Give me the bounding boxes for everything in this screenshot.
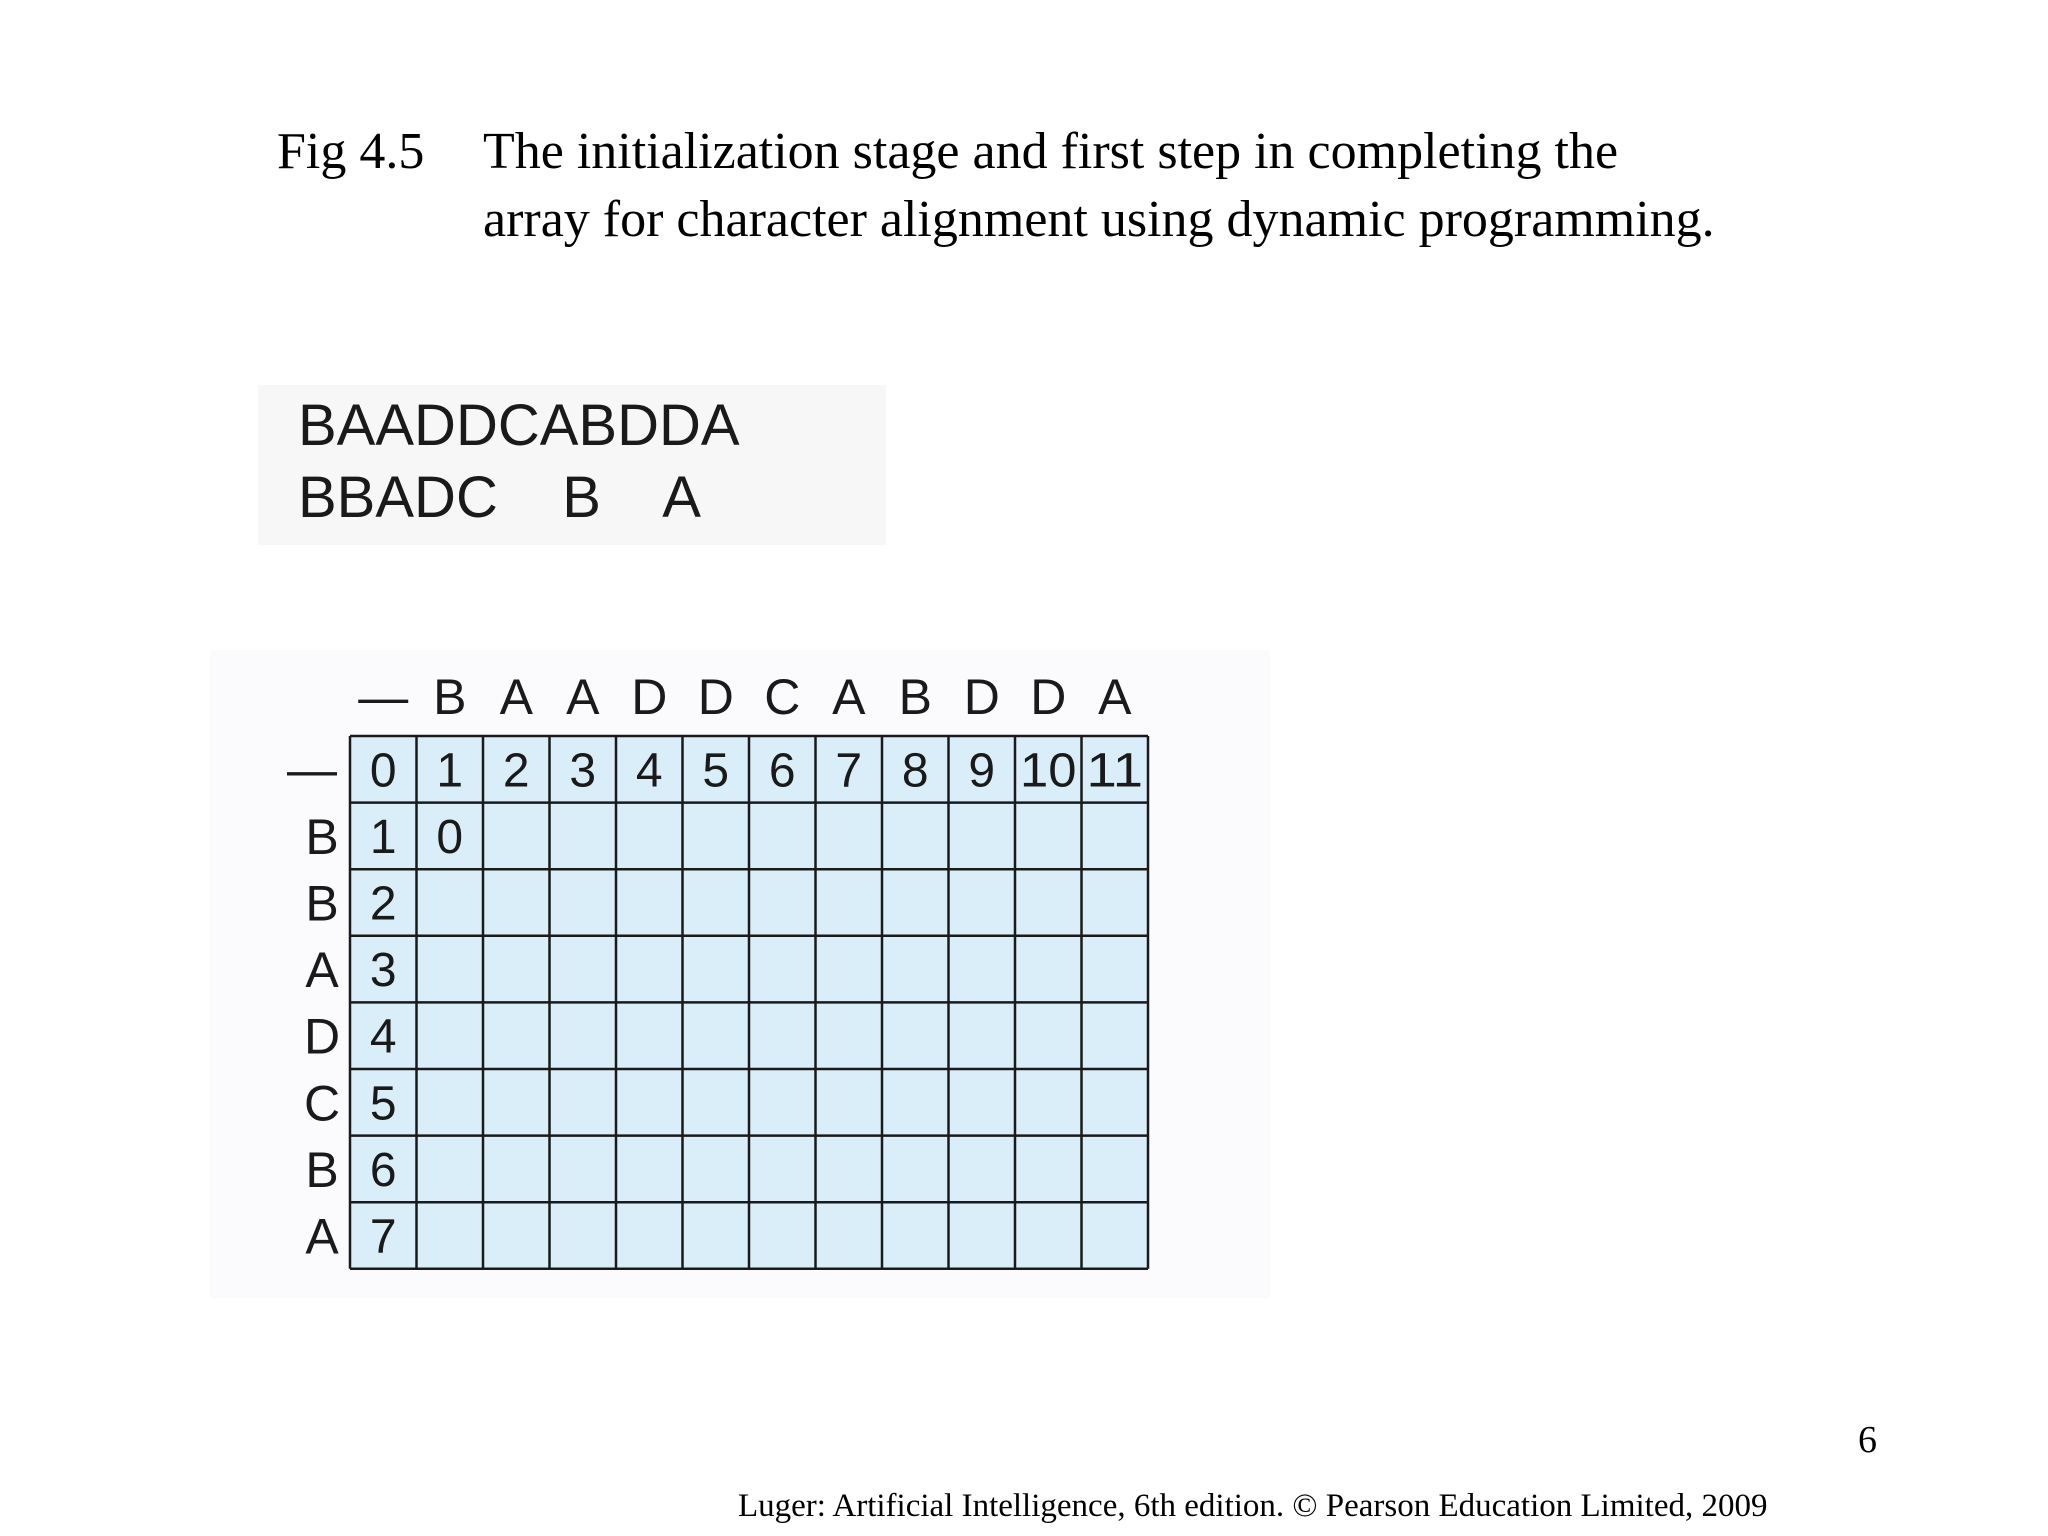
- matrix-col-header: B: [898, 669, 932, 725]
- caption-line-1: The initialization stage and first step in completing the: [483, 123, 1619, 180]
- matrix-cell-value: 7: [369, 1210, 397, 1264]
- matrix-col-header: A: [1098, 669, 1132, 725]
- matrix-cell-value: 10: [1020, 744, 1077, 798]
- matrix-col-corner: —: [358, 669, 409, 725]
- matrix-cell-value: 1: [369, 810, 397, 864]
- matrix-row-header: D: [303, 1008, 341, 1065]
- matrix-col-header: A: [832, 669, 866, 725]
- alignment-matrix-panel: [210, 650, 1270, 1298]
- matrix-cell-value: 0: [369, 744, 397, 798]
- alignment-sequence-1: BAADDCABDDA: [298, 393, 740, 458]
- matrix-col-header: D: [1030, 669, 1067, 725]
- matrix-col-header: A: [499, 669, 533, 725]
- matrix-cell-value: 8: [901, 744, 929, 798]
- matrix-col-header: D: [631, 669, 668, 725]
- matrix-cell-value: 3: [569, 744, 597, 798]
- matrix-cell-value: 6: [369, 1143, 397, 1197]
- matrix-cell-value: 7: [835, 744, 863, 798]
- footer-citation: Luger: Artificial Intelligence, 6th edition. © Pearson Education Limited, 2009: [738, 1488, 1768, 1524]
- matrix-row-header: A: [305, 1208, 339, 1265]
- matrix-cell-value: 2: [502, 744, 530, 798]
- matrix-row-header: B: [305, 1141, 339, 1198]
- figure-label: Fig 4.5: [277, 123, 425, 180]
- alignment-sequence-2: BBADC B A: [298, 465, 701, 530]
- alignment-matrix: [210, 650, 1270, 1298]
- matrix-row-header: B: [305, 875, 339, 932]
- matrix-cell-value: 1: [436, 744, 464, 798]
- matrix-cell-value: 0: [436, 810, 464, 864]
- caption-line-2: array for character alignment using dynamic programming.: [483, 191, 1715, 248]
- matrix-cell-value: 5: [702, 744, 730, 798]
- matrix-cell-value: 9: [968, 744, 996, 798]
- matrix-col-header: B: [433, 669, 467, 725]
- alignment-example: [258, 385, 886, 545]
- matrix-col-header: C: [764, 669, 801, 725]
- matrix-row-header: A: [305, 942, 339, 999]
- matrix-row-header: C: [303, 1075, 341, 1132]
- matrix-cell-value: 2: [369, 877, 397, 931]
- matrix-cell-value: 6: [768, 744, 796, 798]
- matrix-cell-value: 11: [1086, 744, 1143, 798]
- matrix-col-header: D: [697, 669, 734, 725]
- matrix-col-header: A: [566, 669, 600, 725]
- matrix-cell-value: 3: [369, 944, 397, 998]
- matrix-row-header: B: [305, 808, 339, 865]
- matrix-col-header: D: [963, 669, 1000, 725]
- matrix-cell-value: 4: [635, 744, 663, 798]
- matrix-cell-value: 5: [369, 1077, 397, 1131]
- matrix-cell-value: 4: [369, 1010, 397, 1064]
- matrix-row-corner: —: [287, 741, 337, 798]
- page-number: 6: [1858, 1419, 1877, 1461]
